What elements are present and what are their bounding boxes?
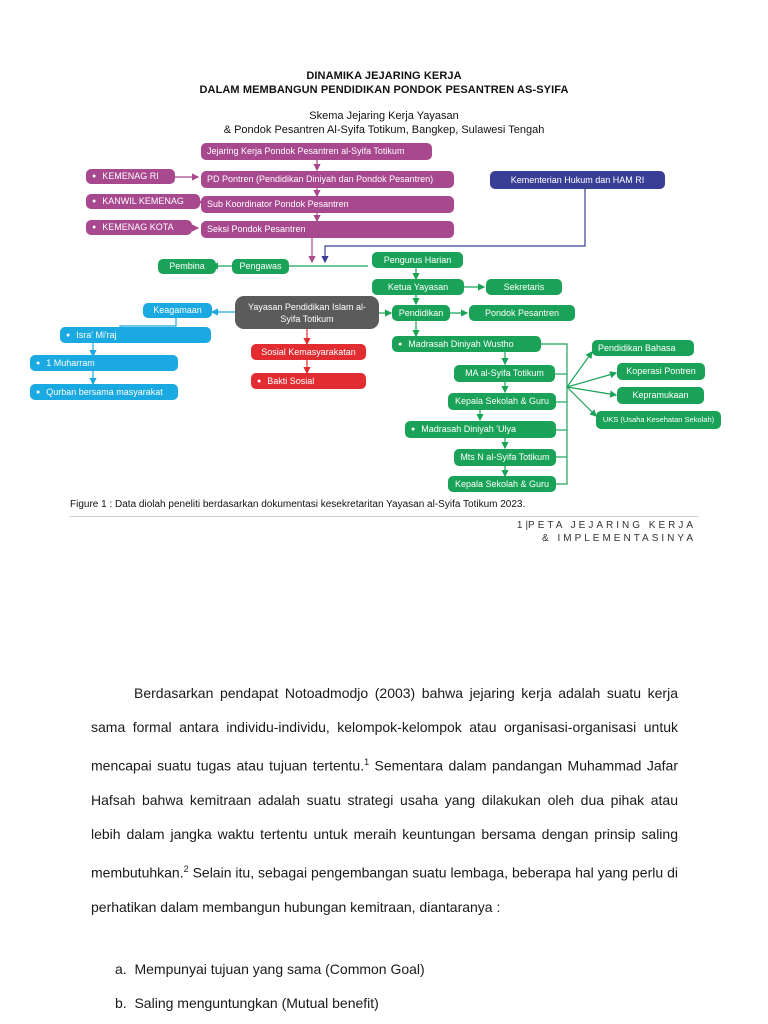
box-kepala-sekolah-1: Kepala Sekolah & Guru xyxy=(448,393,556,410)
document-title-line1: DINAMIKA JEJARING KERJA xyxy=(306,70,462,82)
list-marker: b. xyxy=(115,995,127,1011)
header-divider xyxy=(70,516,698,517)
box-isra-miraj: ● Isra' Mi'raj xyxy=(60,327,211,343)
box-pembina: Pembina xyxy=(158,259,216,274)
box-kemenag-kota: ● KEMENAG KOTA xyxy=(86,220,192,235)
box-sosial-kemasyarakatan: Sosial Kemasyarakatan xyxy=(251,344,366,360)
paragraph-text-2: Sementara dalam pandangan Muhammad Jafar Hafsah bahwa kemitraan adalah suatu strategi usaha yang dilakukan oleh dua pihak atau lebih dalam jangka waktu tertentu untuk meraih keuntungan bersama dengan prinsip saling membutuhkan. xyxy=(91,757,678,881)
running-header-line1: PETA JEJARING KERJA xyxy=(528,520,696,531)
paragraph-text-1: Berdasarkan pendapat Notoadmodjo (2003) bahwa jejaring kerja adalah suatu kerja sama formal antara individu-individu, kelompok-kelompok atau organisasi-organisasi untuk mencapai suatu tugas atau tujuan tertentu. xyxy=(91,685,678,774)
box-jejaring-kerja: Jejaring Kerja Pondok Pesantren al-Syifa Totikum xyxy=(201,143,432,160)
scheme-title-line2: & Pondok Pesantren Al-Syifa Totikum, Bangkep, Sulawesi Tengah xyxy=(223,124,545,136)
box-sub-koordinator: Sub Koordinator Pondok Pesantren xyxy=(201,196,454,213)
list-marker: a. xyxy=(115,961,127,977)
box-pendidikan: Pendidikan xyxy=(392,305,450,321)
scheme-title-line1: Skema Jejaring Kerja Yayasan xyxy=(309,110,459,122)
box-1-muharram: ● 1 Muharram xyxy=(30,355,178,371)
list-item xyxy=(115,961,425,977)
box-ma-al-syifa: MA al-Syifa Totikum xyxy=(454,365,555,382)
box-kemenkumham: Kementerian Hukum dan HAM RI xyxy=(490,171,665,189)
box-seksi-pondok: Seksi Pondok Pesantren xyxy=(201,221,454,238)
running-header: 1|PETA JEJARING KERJA & IMPLEMENTASINYA xyxy=(516,520,696,544)
box-pengawas: Pengawas xyxy=(232,259,289,274)
list-item xyxy=(115,995,379,1011)
box-kemenag-ri: ● KEMENAG RI xyxy=(86,169,175,184)
document-title-line2: DALAM MEMBANGUN PENDIDIKAN PONDOK PESANTREN AS-SYIFA xyxy=(199,84,569,96)
box-pengurus-harian: Pengurus Harian xyxy=(372,252,463,268)
paragraph-text-3: Selain itu, sebagai pengembangan suatu lembaga, beberapa hal yang perlu di perhatikan dalam membangun hubungan kemitraan, diantaranya : xyxy=(91,864,678,915)
body-paragraph xyxy=(91,676,678,924)
page-number: 1 xyxy=(516,520,526,531)
footnote-ref-1[interactable]: 1 xyxy=(364,756,370,767)
box-kanwil-kemenag: ● KANWIL KEMENAG xyxy=(86,194,200,209)
box-ketua-yayasan: Ketua Yayasan xyxy=(372,279,464,295)
box-kepala-sekolah-2: Kepala Sekolah & Guru xyxy=(448,476,556,492)
list-item-text: Saling menguntungkan (Mutual benefit) xyxy=(134,995,379,1011)
footnote-ref-2[interactable]: 2 xyxy=(183,863,189,874)
list-item-text: Mempunyai tujuan yang sama (Common Goal) xyxy=(134,961,425,977)
box-uks: UKS (Usaha Kesehatan Sekolah) xyxy=(596,411,721,429)
box-madrasah-ulya: ● Madrasah Diniyah 'Ulya xyxy=(405,421,556,438)
box-bakti-sosial: ● Bakti Sosial xyxy=(251,373,366,389)
box-keagamaan: Keagamaan xyxy=(143,303,212,318)
box-pondok-pesantren: Pondok Pesantren xyxy=(469,305,575,321)
box-pd-pontren: PD Pontren (Pendidikan Diniyah dan Pondok Pesantren) xyxy=(201,171,454,188)
box-sekretaris: Sekretaris xyxy=(486,279,562,295)
box-mts-n-al-syifa: Mts N al-Syifa Totikum xyxy=(454,449,556,466)
box-pendidikan-bahasa: Pendidikan Bahasa xyxy=(592,340,694,356)
box-koperasi-pontren: Koperasi Pontren xyxy=(617,363,705,380)
box-yayasan: Yayasan Pendidikan Islam al-Syifa Totikum xyxy=(235,296,379,329)
box-qurban: ● Qurban bersama masyarakat xyxy=(30,384,178,400)
running-header-line2: & IMPLEMENTASINYA xyxy=(542,533,696,544)
figure-caption: Figure 1 : Data diolah peneliti berdasarkan dokumentasi kesekretaritan Yayasan al-Syifa Totikum 2023. xyxy=(70,499,526,510)
box-madrasah-wustho: ● Madrasah Diniyah Wustho xyxy=(392,336,541,352)
box-kepramukaan: Kepramukaan xyxy=(617,387,704,404)
